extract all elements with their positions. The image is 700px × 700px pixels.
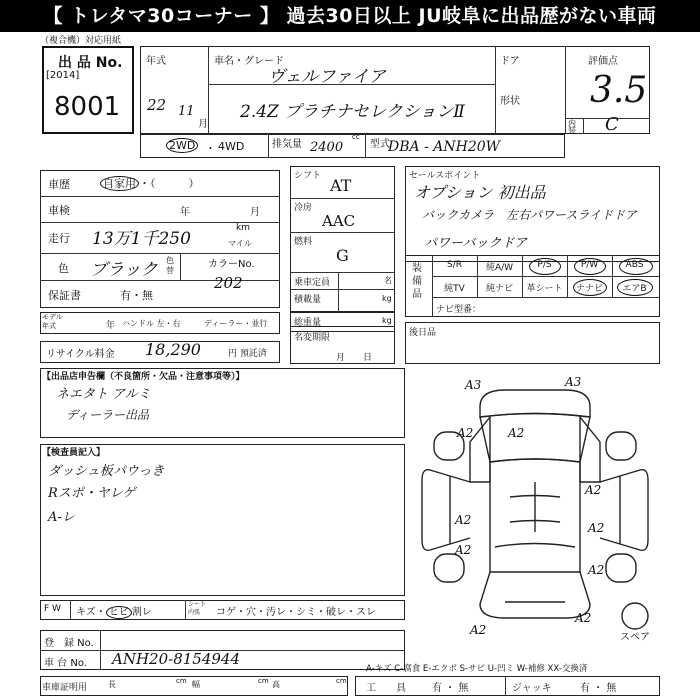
- equip-navi-aftermarket: ナナビ: [575, 284, 603, 294]
- capacity-label: 乗車定員: [294, 278, 331, 288]
- model-row-year: 年: [106, 321, 116, 331]
- drive-sep: ・: [205, 142, 216, 155]
- damage-mark-rear-bumper: A2: [470, 623, 487, 637]
- inspection-month: 月: [250, 207, 260, 218]
- color-number-value: 202: [214, 274, 243, 292]
- damage-mark-door-right: A2: [585, 483, 602, 497]
- after-items-box: [405, 322, 660, 364]
- mileage-unit-km: km: [236, 223, 250, 233]
- sales-line-3: パワーバックドア: [424, 236, 527, 251]
- recycle-value: 18,290: [145, 340, 201, 359]
- seat-label: シート 内張: [188, 601, 207, 616]
- history-value: 自家用 ・（ ）: [100, 175, 200, 191]
- cert-width-unit: cm: [258, 677, 269, 685]
- equip-leather: 革シート: [526, 284, 563, 294]
- lot-number: 8001: [54, 92, 121, 122]
- color-number-label: カラーNo.: [208, 259, 255, 270]
- recycle-unit: 円 預託済: [228, 349, 267, 359]
- displacement-unit: cc: [352, 133, 360, 141]
- tools-label: 工 具: [366, 683, 406, 694]
- history-label: 車歴: [48, 178, 70, 191]
- damage-mark-quarter-right: A2: [588, 563, 605, 577]
- damage-mark-door-left: A2: [455, 513, 472, 527]
- cert-height-unit: cm: [336, 677, 347, 685]
- cert-length-unit: cm: [176, 677, 187, 685]
- after-items-label: 後日品: [409, 328, 437, 338]
- color-value: ブラック: [90, 260, 158, 280]
- year-value: 22: [147, 96, 167, 114]
- weight-label: 総重量: [294, 318, 322, 328]
- equip-abs: ABS: [625, 260, 644, 270]
- cert-width: 幅: [192, 680, 200, 689]
- drive-2wd: 2WD: [166, 139, 198, 152]
- shift-label: シフト: [294, 171, 322, 181]
- month-unit: 月: [198, 119, 208, 130]
- cert-height: 高: [272, 680, 280, 689]
- shop-declaration-label: 【出品店申告欄（不良箇所・欠品・注意事項等）】: [42, 372, 245, 382]
- damage-mark-front-right: A3: [565, 375, 582, 389]
- name-label: 車名・グレード: [214, 56, 284, 67]
- equipment-label: 装 備 品: [412, 263, 422, 300]
- sales-point-label: セールスポイント: [409, 171, 481, 181]
- mileage-label: 走行: [48, 232, 70, 245]
- handle-option: ハンドル 左・右: [122, 319, 181, 328]
- equip-navi: 純ナビ: [485, 284, 513, 294]
- color-label: 色: [58, 262, 69, 275]
- sales-line-1: オプション 初出品: [414, 183, 546, 202]
- sales-line-2: バックカメラ 左右パワースライドドア: [422, 208, 637, 222]
- fuel-label: 燃料: [294, 237, 313, 247]
- cooling-value: AAC: [322, 212, 356, 230]
- jack-label: ジャッキ: [512, 683, 552, 694]
- chassis-value: ANH20-8154944: [112, 650, 240, 668]
- lot-year-tag: [2014]: [46, 70, 80, 81]
- door-label: ドア: [500, 56, 520, 67]
- damage-mark-rear-door-right: A2: [588, 521, 605, 535]
- fuel-value: G: [336, 246, 349, 265]
- load-unit: kg: [382, 294, 392, 303]
- damage-legend: A-キズ C-腐食 E-エクボ S-サビ U-凹ミ W-補修 XX-交換済: [366, 664, 588, 674]
- rename-label: 名変期限: [294, 333, 331, 343]
- car-name: ヴェルファイア: [268, 67, 386, 87]
- fw-options: キズ・ ヒビ 割レ: [76, 607, 152, 618]
- form-subtitle: （複合機）対応用紙: [40, 36, 122, 46]
- damage-mark-front-left: A3: [465, 378, 482, 392]
- equip-power-steering: P/S: [537, 260, 552, 270]
- lot-label: 出 品 No.: [58, 55, 123, 71]
- dealer-option: ディーラー・並行: [204, 319, 268, 328]
- load-label: 積載量: [294, 295, 322, 305]
- model-row-label: モデル年式: [42, 313, 63, 330]
- warranty-label: 保証書: [48, 289, 81, 302]
- inspector-note-2: Rスポ・ヤレゲ: [48, 486, 136, 501]
- drive-4wd: 4WD: [218, 140, 245, 153]
- model-value: DBA - ANH20W: [388, 139, 501, 155]
- damage-mark-fender-left: A2: [457, 426, 474, 440]
- registration-label: 登 録 No.: [44, 638, 94, 649]
- recycle-label: リサイクル料金: [46, 349, 115, 360]
- capacity-unit: 名: [384, 276, 392, 285]
- inspector-notes-label: 【検査員記入】: [42, 448, 106, 458]
- car-grade: 2.4Z プラチナセレクションⅡ: [240, 102, 465, 122]
- rename-unit: 月 日: [336, 353, 373, 363]
- interior-label: 内 装: [568, 119, 576, 135]
- inspector-note-3: A-レ: [48, 510, 75, 525]
- mileage-unit-mile: マイル: [228, 239, 252, 248]
- score-value: 3.5: [590, 70, 648, 111]
- inspection-label: 車検: [48, 204, 70, 217]
- interior-value: C: [605, 114, 619, 135]
- equip-power-window: P/W: [580, 260, 599, 270]
- year-label: 年式: [146, 56, 166, 67]
- cooling-label: 冷房: [294, 203, 313, 213]
- damage-mark-hood: A2: [508, 426, 525, 440]
- cert-length: 長: [108, 680, 116, 689]
- color-change-label: 色替: [166, 256, 174, 275]
- damage-mark-rear-left: A2: [455, 543, 472, 557]
- equip-sunroof: S/R: [447, 260, 462, 270]
- seat-options: コゲ・穴・汚レ・シミ・破レ・スレ: [216, 607, 376, 618]
- jack-value: 有 ・ 無: [580, 683, 617, 694]
- garage-cert-label: 車庫証明用: [42, 683, 88, 693]
- equip-airbag: エアB: [622, 284, 647, 294]
- weight-unit: kg: [382, 316, 392, 325]
- month-value: 11: [178, 104, 195, 119]
- spare-label: スペア: [620, 632, 650, 642]
- header-banner: 【 トレタマ30コーナー 】 過去30日以上 JU岐阜に出品歴がない車両: [0, 0, 700, 32]
- tools-value: 有 ・ 無: [432, 683, 469, 694]
- fw-label: F W: [44, 604, 61, 614]
- model-label: 型式: [370, 139, 390, 150]
- car-damage-diagram: [410, 372, 660, 642]
- inspector-note-1: ダッシュ板パウっき: [48, 464, 165, 479]
- navi-model-label: ナビ型番：: [436, 305, 482, 315]
- shop-note-1: ネエタト アルミ: [56, 387, 151, 402]
- damage-mark-rear-right: A2: [575, 611, 592, 625]
- inspection-year: 年: [180, 207, 190, 218]
- shape-label: 形状: [500, 96, 520, 107]
- equip-alloy-wheel: 純A/W: [485, 263, 514, 273]
- shift-value: AT: [330, 176, 352, 195]
- displacement-value: 2400: [310, 140, 344, 155]
- displacement-label: 排気量: [272, 139, 302, 150]
- chassis-label: 車 台 No.: [44, 658, 87, 669]
- equip-tv: 純TV: [444, 284, 465, 294]
- warranty-value: 有・無: [120, 289, 153, 302]
- mileage-value: 13万1千250: [92, 229, 191, 249]
- shop-note-2: ディーラー出品: [66, 408, 150, 422]
- score-label: 評価点: [588, 56, 618, 67]
